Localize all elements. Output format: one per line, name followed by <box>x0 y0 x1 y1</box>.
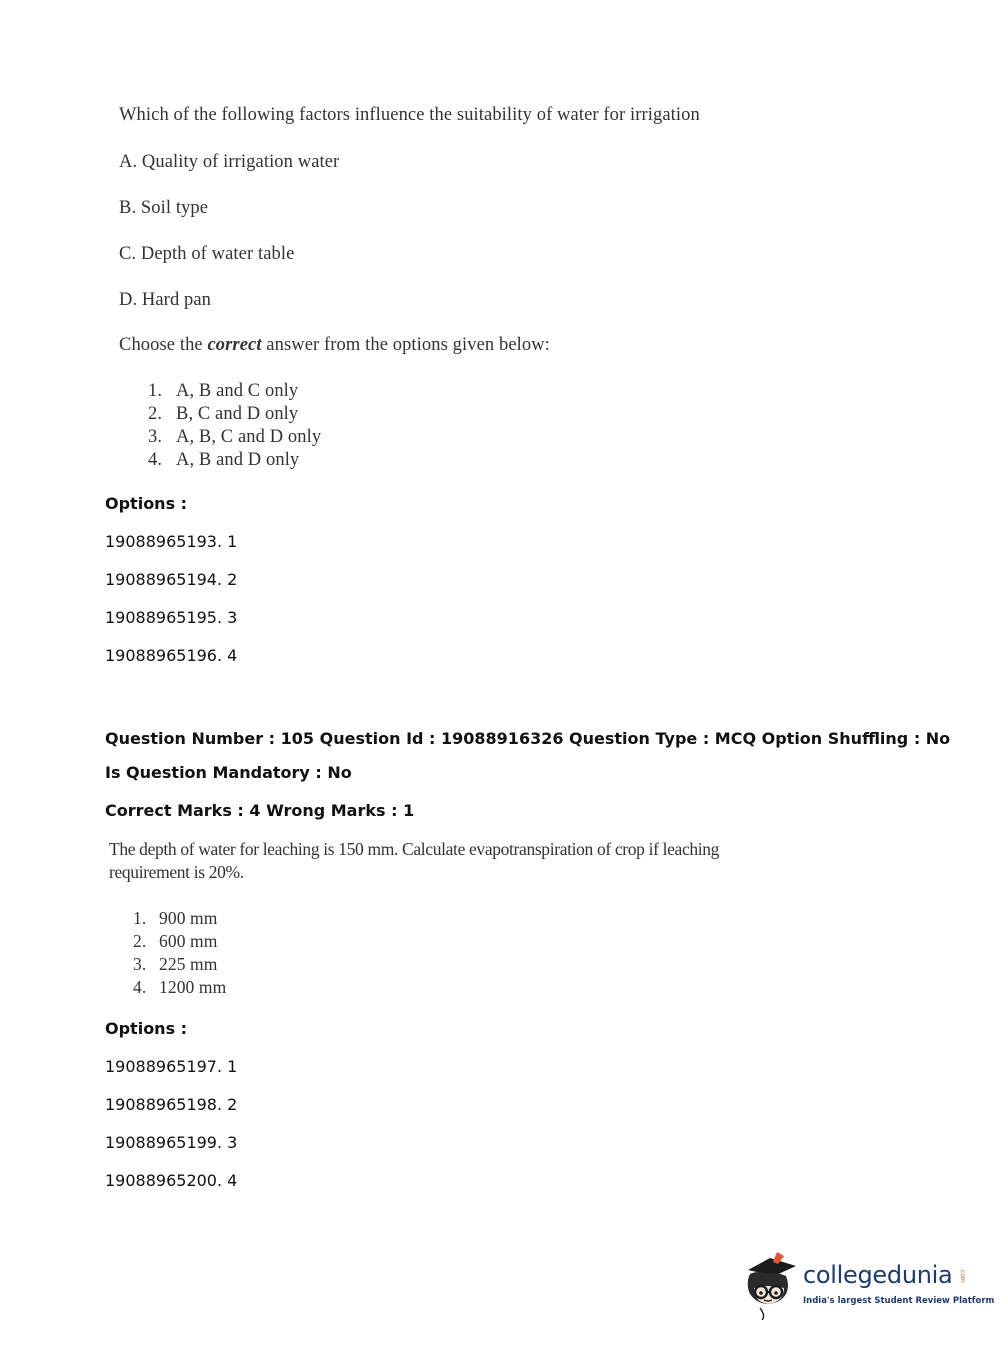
choice-text: 1200 mm <box>159 977 227 997</box>
choice-text: 600 mm <box>159 931 218 951</box>
choice-number: 2. <box>148 404 163 424</box>
logo-wordmark: collegedunia <box>803 1261 953 1289</box>
choice-text: 900 mm <box>159 908 218 928</box>
statement-c: C. Depth of water table <box>119 244 295 264</box>
choice-text: B, C and D only <box>176 404 299 424</box>
question-1-instruction <box>119 335 550 356</box>
options-label: Options : <box>105 1019 188 1038</box>
choice-item <box>148 404 298 425</box>
option-line: 19088965199. 3 <box>105 1133 238 1152</box>
question-2-stem-line1: The depth of water for leaching is 150 mm. Calculate evapotranspiration of crop if leaching <box>109 839 720 859</box>
option-line: 19088965194. 2 <box>105 570 238 589</box>
question-mandatory-line: Is Question Mandatory : No <box>105 763 352 782</box>
collegedunia-logo <box>740 1248 995 1320</box>
choice-number: 3. <box>148 427 163 447</box>
logo-tagline: India's largest Student Review Platform <box>803 1296 995 1306</box>
option-line: 19088965198. 2 <box>105 1095 238 1114</box>
choice-number: 1. <box>133 908 147 928</box>
choice-number: 4. <box>133 977 147 997</box>
choice-item <box>148 427 321 448</box>
question-1-scan <box>0 0 1001 480</box>
option-line: 19088965197. 1 <box>105 1057 238 1076</box>
question-2-stem-line2: requirement is 20%. <box>109 862 244 882</box>
choice-item <box>133 977 226 998</box>
option-line: 19088965195. 3 <box>105 608 238 627</box>
question-marks-line: Correct Marks : 4 Wrong Marks : 1 <box>105 801 415 820</box>
choice-text: A, B and C only <box>176 381 299 401</box>
choice-item <box>133 954 217 975</box>
question-1-stem: Which of the following factors influence the suitability of water for irrigation <box>119 105 700 125</box>
choice-text: A, B and D only <box>176 450 300 470</box>
choice-number: 4. <box>148 450 163 470</box>
question-meta-line: Question Number : 105 Question Id : 19088916326 Question Type : MCQ Option Shuffling : No <box>105 729 951 748</box>
instruction-emphasis: correct <box>207 335 262 355</box>
option-line: 19088965200. 4 <box>105 1171 238 1190</box>
logo-domain: .com <box>959 1268 966 1283</box>
instruction-post: answer from the options given below: <box>261 335 550 355</box>
option-line: 19088965196. 4 <box>105 646 238 665</box>
choice-item <box>148 450 299 471</box>
choice-text: 225 mm <box>159 954 218 974</box>
statement-d: D. Hard pan <box>119 290 212 310</box>
choice-number: 1. <box>148 381 163 401</box>
choice-item <box>148 381 298 402</box>
choice-number: 3. <box>133 954 147 974</box>
mascot-icon <box>740 1248 802 1320</box>
question-2-scan <box>0 830 1001 1010</box>
choice-number: 2. <box>133 931 147 951</box>
statement-a: A. Quality of irrigation water <box>119 152 340 172</box>
instruction-pre: Choose the <box>119 335 208 355</box>
choice-item <box>133 908 217 929</box>
choice-text: A, B, C and D only <box>176 427 322 447</box>
option-line: 19088965193. 1 <box>105 532 238 551</box>
choice-item <box>133 931 217 952</box>
statement-b: B. Soil type <box>119 198 209 218</box>
options-label: Options : <box>105 494 188 513</box>
